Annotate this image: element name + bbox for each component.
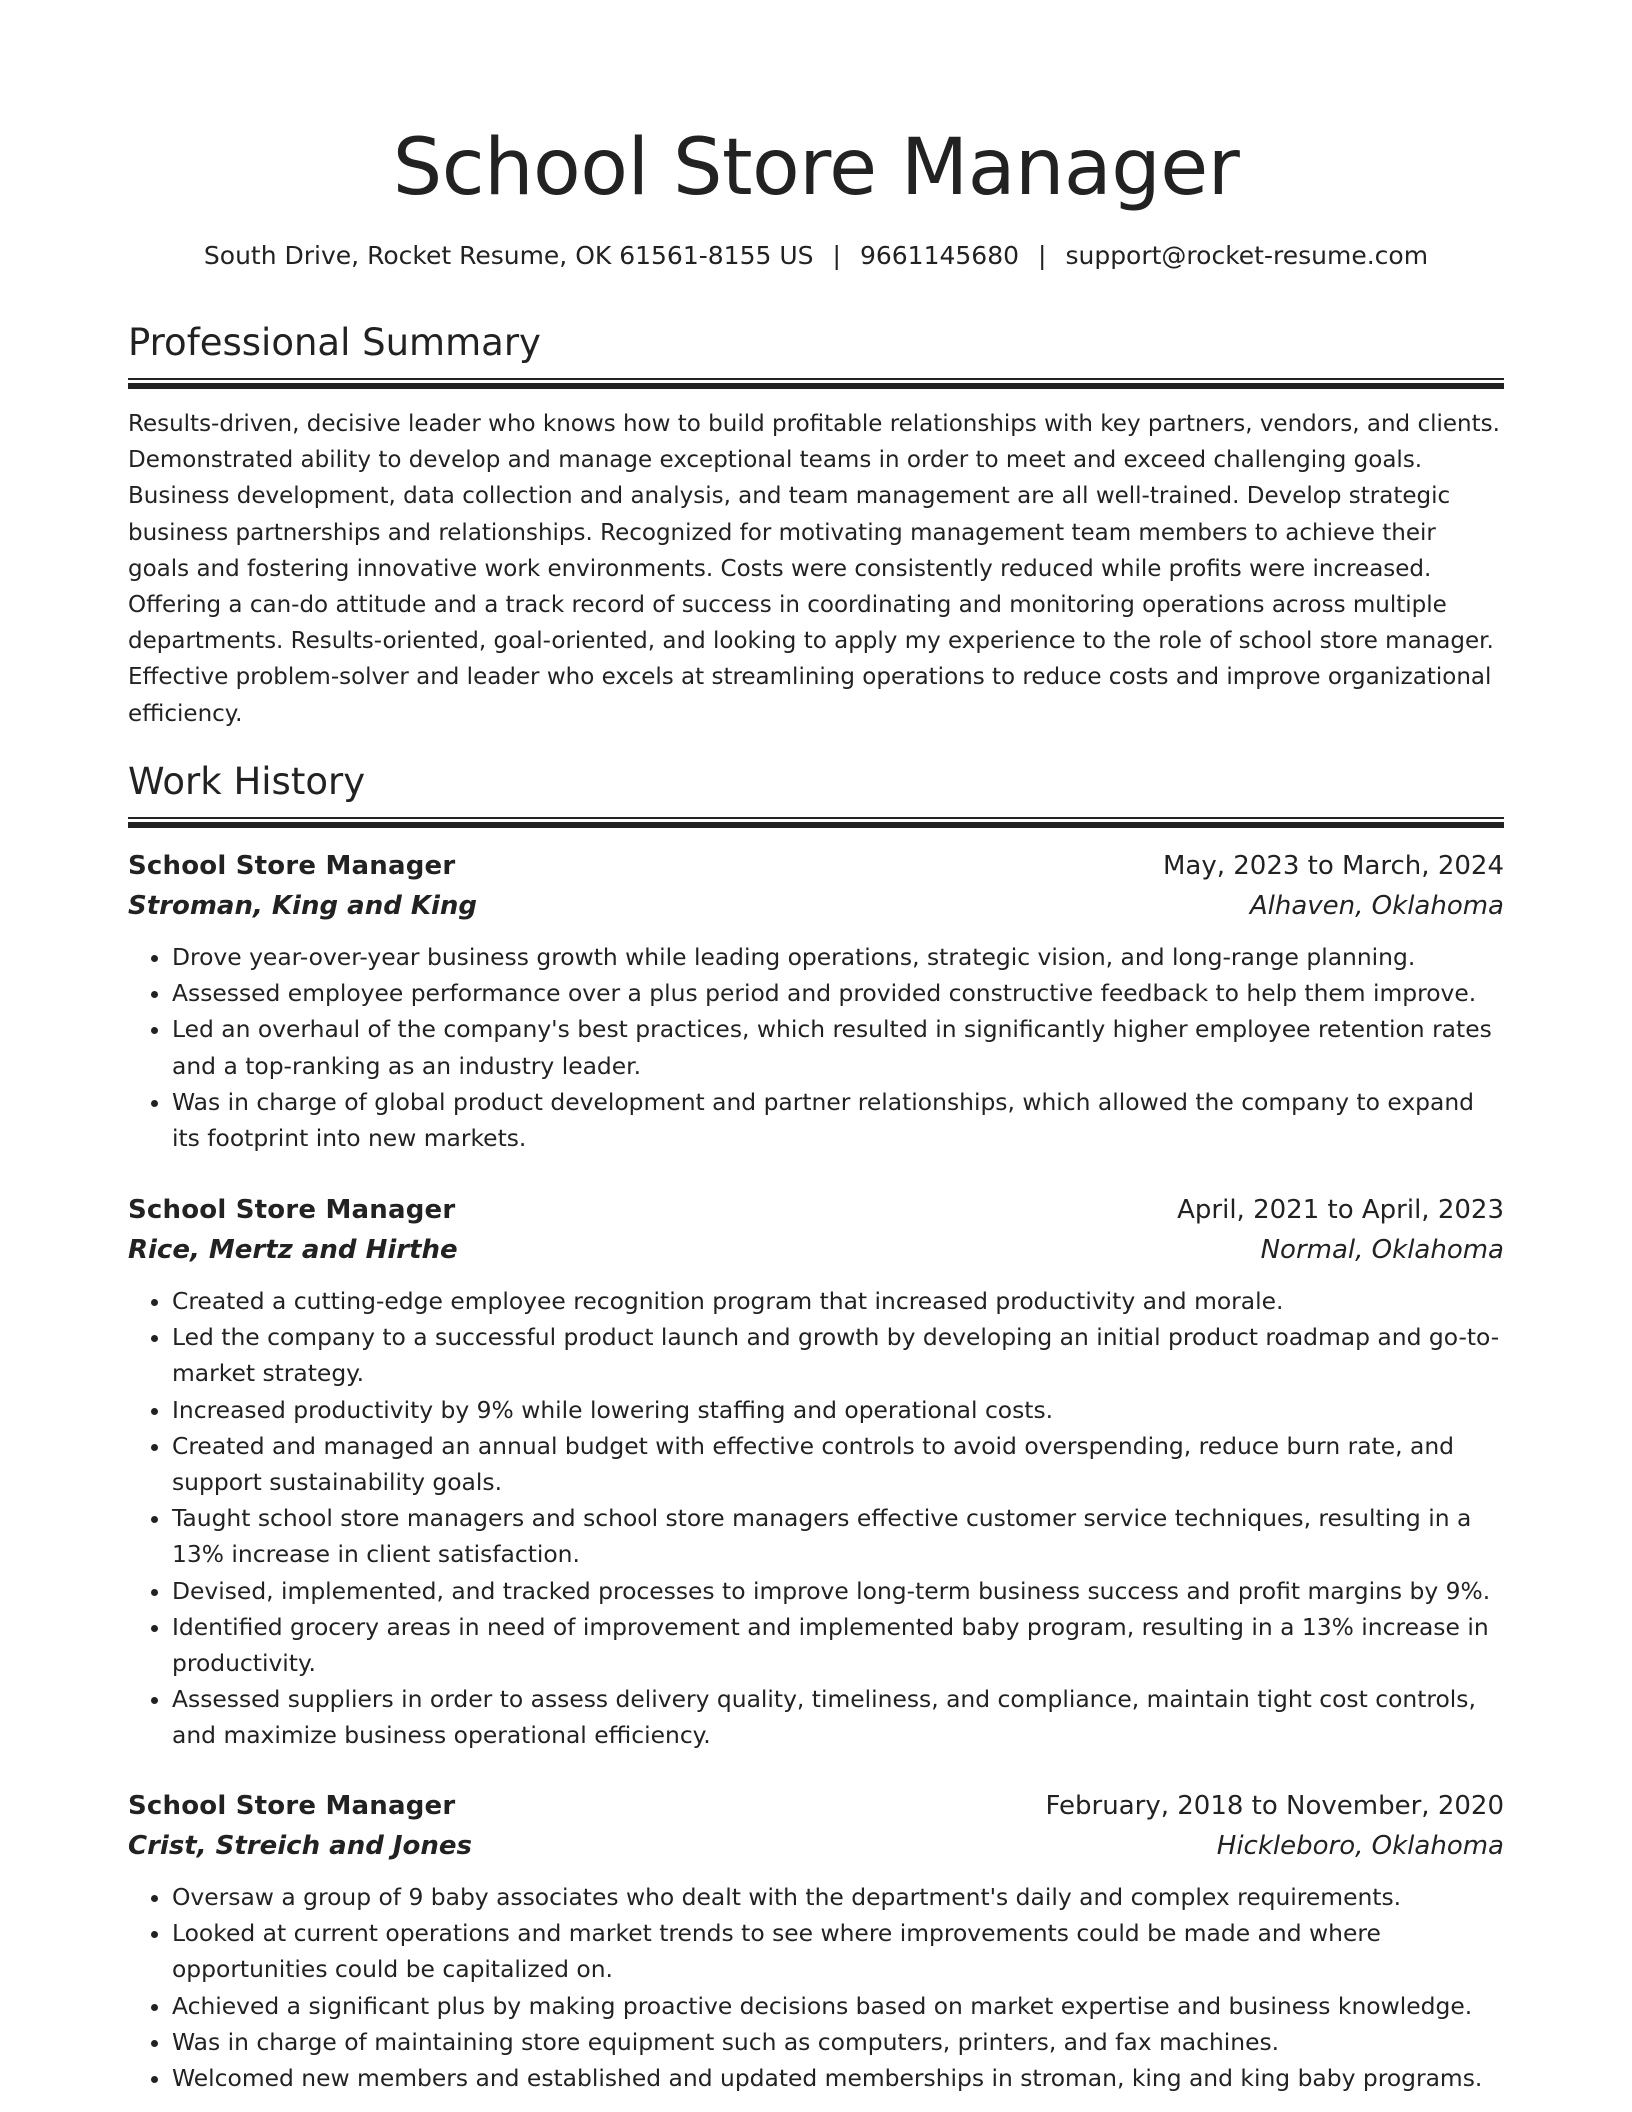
job-bullet: • Created and managed an annual budget with effective controls to avoid overspending, reduce burn rate, and support sustainability goals. <box>172 1428 1504 1500</box>
contact-email[interactable]: support@rocket-resume.com <box>1065 241 1429 270</box>
job-entry <box>128 1190 1504 1754</box>
job-company-row <box>128 1826 1504 1866</box>
job-bullet: • Was in charge of global product development and partner relationships, which allowed the company to expand its footprint into new markets. <box>172 1084 1504 1156</box>
job-bullet: • Identified grocery areas in need of improvement and implemented baby program, resulting in a 13% increase in productivity. <box>172 1609 1504 1681</box>
job-bullet: • Devised, implemented, and tracked processes to improve long-term business success and profit margins by 9%. <box>172 1573 1504 1609</box>
section-divider <box>128 817 1504 828</box>
job-dates: April, 2021 to April, 2023 <box>1177 1195 1504 1225</box>
job-company: Stroman, King and King <box>128 891 478 921</box>
job-location: Alhaven, Oklahoma <box>1249 891 1504 921</box>
contact-separator: | <box>1038 241 1047 270</box>
job-bullet: • Looked at current operations and market trends to see where improvements could be made and where opportunities could be capitalized on. <box>172 1915 1504 1987</box>
job-entry <box>128 846 1504 1156</box>
job-bullet: • Achieved a significant plus by making proactive decisions based on market expertise and business knowledge. <box>172 1988 1504 2024</box>
job-entry <box>128 1786 1504 2096</box>
job-bullet: • Was in charge of maintaining store equipment such as computers, printers, and fax machines. <box>172 2024 1504 2060</box>
job-header-row <box>128 1786 1504 1826</box>
section-title-work-history: Work History <box>128 760 366 803</box>
job-bullet-list <box>128 1283 1504 1754</box>
job-bullet: • Led an overhaul of the company's best practices, which resulted in significantly higher employee retention rates and a top-ranking as an industry leader. <box>172 1011 1504 1083</box>
job-bullet-list <box>128 939 1504 1156</box>
job-bullet: • Increased productivity by 9% while lowering staffing and operational costs. <box>172 1392 1504 1428</box>
professional-summary-text: Results-driven, decisive leader who knows how to build profitable relationships with key partners, vendors, and clients. Demonstrated ability to develop and manage exceptional teams in order to meet and exceed challenging goals. Business development, data collection and analysis, and team management are all well-trained. Develop strategic business partnerships and relationships. Recognized for motivating management team members to achieve their goals and fostering innovative work environments. Costs were consistently reduced while profits were increased. Offering a can-do attitude and a track record of success in coordinating and monitoring operations across multiple departments. Results-oriented, goal-oriented, and looking to apply my experience to the role of school store manager. Effective problem-solver and leader who excels at streamlining operations to reduce costs and improve organizational efficiency. <box>128 411 1500 727</box>
job-dates: May, 2023 to March, 2024 <box>1162 851 1504 881</box>
section-divider <box>128 378 1504 389</box>
job-bullet: • Oversaw a group of 9 baby associates who dealt with the department's daily and complex requirements. <box>172 1879 1504 1915</box>
job-header-row <box>128 846 1504 886</box>
job-bullet: • Assessed employee performance over a plus period and provided constructive feedback to help them improve. <box>172 975 1504 1011</box>
contact-line <box>128 238 1504 274</box>
section-title-professional-summary: Professional Summary <box>128 321 541 364</box>
job-title: School Store Manager <box>128 1791 456 1821</box>
job-bullet: • Assessed suppliers in order to assess delivery quality, timeliness, and compliance, maintain tight cost controls, and maximize business operational efficiency. <box>172 1681 1504 1753</box>
job-header-row <box>128 1190 1504 1230</box>
job-title: School Store Manager <box>128 851 456 881</box>
job-bullet: • Drove year-over-year business growth while leading operations, strategic vision, and long-range planning. <box>172 939 1504 975</box>
job-company: Crist, Streich and Jones <box>128 1831 473 1861</box>
job-title: School Store Manager <box>128 1195 456 1225</box>
resume-page <box>128 0 1504 2112</box>
job-bullet: • Created a cutting-edge employee recognition program that increased productivity and morale. <box>172 1283 1504 1319</box>
contact-separator: | <box>832 241 841 270</box>
job-location: Hickleboro, Oklahoma <box>1216 1831 1504 1861</box>
job-bullet: • Led the company to a successful product launch and growth by developing an initial product roadmap and go-to-market strategy. <box>172 1319 1504 1391</box>
job-company-row <box>128 886 1504 926</box>
job-dates: February, 2018 to November, 2020 <box>1045 1791 1504 1821</box>
resume-name: School Store Manager <box>392 123 1240 213</box>
job-company: Rice, Mertz and Hirthe <box>128 1235 458 1265</box>
contact-phone: 9661145680 <box>859 241 1020 270</box>
contact-address: South Drive, Rocket Resume, OK 61561-8155 US <box>203 241 814 270</box>
job-bullet: • Taught school store managers and school store managers effective customer service techniques, resulting in a 13% increase in client satisfaction. <box>172 1500 1504 1572</box>
job-company-row <box>128 1230 1504 1270</box>
job-bullet-list <box>128 1879 1504 2096</box>
job-bullet: • Welcomed new members and established and updated memberships in stroman, king and king baby programs. <box>172 2060 1504 2096</box>
job-location: Normal, Oklahoma <box>1260 1235 1504 1265</box>
